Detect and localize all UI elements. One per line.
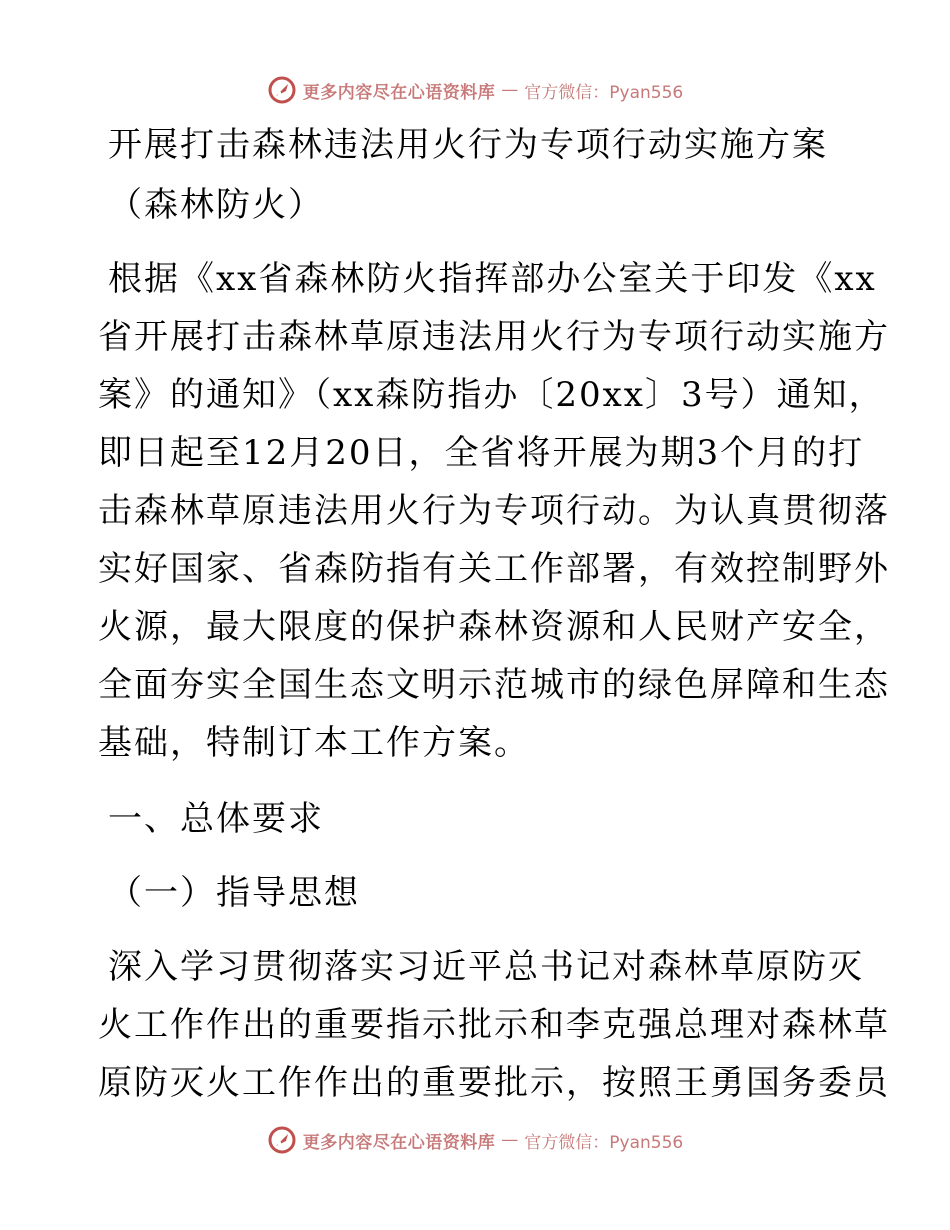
watermark-contact: 官方微信：Pyan556 [524,1132,684,1153]
intro-line: 省开展打击森林草原违法用火行为专项行动实施方 [98,317,890,357]
document-subtitle: （森林防火） [108,185,324,225]
watermark-brand: 更多内容尽在心语资料库 [302,82,496,103]
watermark-brand: 更多内容尽在心语资料库 [302,1132,496,1153]
body-line: 深入学习贯彻落实习近平总书记对森林草原防灭 [108,947,864,987]
intro-line: 即日起至12月20日，全省将开展为期3个月的打 [98,433,865,473]
intro-line: 基础，特制订本工作方案。 [98,723,530,763]
watermark-dash: — [501,80,519,100]
quill-logo-icon [267,75,297,105]
quill-logo-icon [267,1125,297,1155]
intro-line: 案》的通知》（xx森防指办〔20xx〕3号）通知， [98,375,885,415]
document-title: 开展打击森林违法用火行为专项行动实施方案 [108,125,828,165]
section-heading: 一、总体要求 [108,799,324,839]
watermark-dash: — [501,1130,519,1150]
intro-line: 实好国家、省森防指有关工作部署，有效控制野外 [98,549,890,589]
body-line: 火工作作出的重要指示批示和李克强总理对森林草 [98,1005,890,1045]
intro-line: 火源，最大限度的保护森林资源和人民财产安全， [98,607,890,647]
intro-line: 全面夯实全国生态文明示范城市的绿色屏障和生态 [98,665,890,705]
intro-line: 根据《xx省森林防火指挥部办公室关于印发《xx [108,259,877,299]
watermark-contact: 官方微信：Pyan556 [524,82,684,103]
header-watermark [0,70,950,110]
intro-line: 击森林草原违法用火行为专项行动。为认真贯彻落 [98,491,890,531]
footer-watermark [0,1120,950,1160]
subsection-heading: （一）指导思想 [108,873,360,913]
body-line: 原防灭火工作作出的重要批示，按照王勇国务委员 [98,1063,890,1103]
